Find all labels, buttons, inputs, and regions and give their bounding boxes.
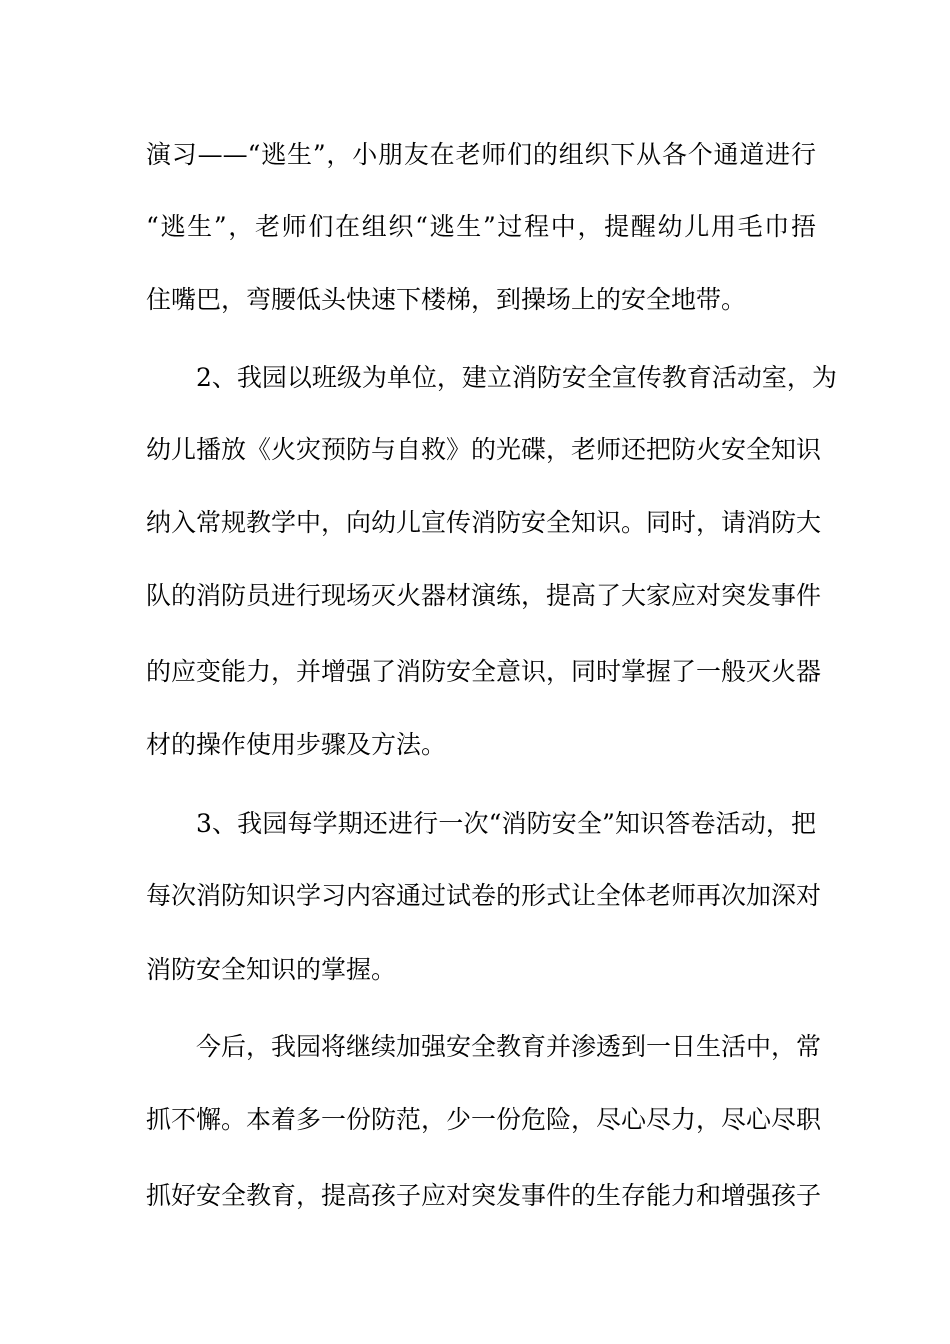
- paragraph-line: 今后，我园将继续加强安全教育并渗透到一日生活中，常: [196, 1032, 822, 1061]
- paragraph-line: 3、我园每学期还进行一次“消防安全”知识答卷活动，把: [196, 809, 816, 838]
- paragraph-line: 抓好安全教育，提高孩子应对突发事件的生存能力和增强孩子: [146, 1181, 822, 1210]
- paragraph-line: 消防安全知识的掌握。: [146, 955, 397, 984]
- paragraph-line: 每次消防知识学习内容通过试卷的形式让全体老师再次加深对: [146, 881, 822, 910]
- paragraph-line: “逃生”，老师们在组织“逃生”过程中，提醒幼儿用毛巾捂: [146, 212, 816, 241]
- paragraph-line: 纳入常规教学中，向幼儿宣传消防安全知识。同时，请消防大: [146, 508, 822, 537]
- paragraph-line: 住嘴巴，弯腰低头快速下楼梯，到操场上的安全地带。: [146, 285, 747, 314]
- paragraph-line: 材的操作使用步骤及方法。: [146, 730, 447, 759]
- paragraph-line: 的应变能力，并增强了消防安全意识，同时掌握了一般灭火器: [146, 657, 822, 686]
- paragraph-line: 幼儿播放《火灾预防与自救》的光碟，老师还把防火安全知识: [146, 435, 822, 464]
- paragraph-line: 2、我园以班级为单位，建立消防安全宣传教育活动室，为: [196, 363, 837, 392]
- paragraph-line: 抓不懈。本着多一份防范，少一份危险，尽心尽力，尽心尽职: [146, 1105, 822, 1134]
- paragraph-line: 演习——“逃生”，小朋友在老师们的组织下从各个通道进行: [146, 140, 816, 169]
- paragraph-line: 队的消防员进行现场灭火器材演练，提高了大家应对突发事件: [146, 581, 822, 610]
